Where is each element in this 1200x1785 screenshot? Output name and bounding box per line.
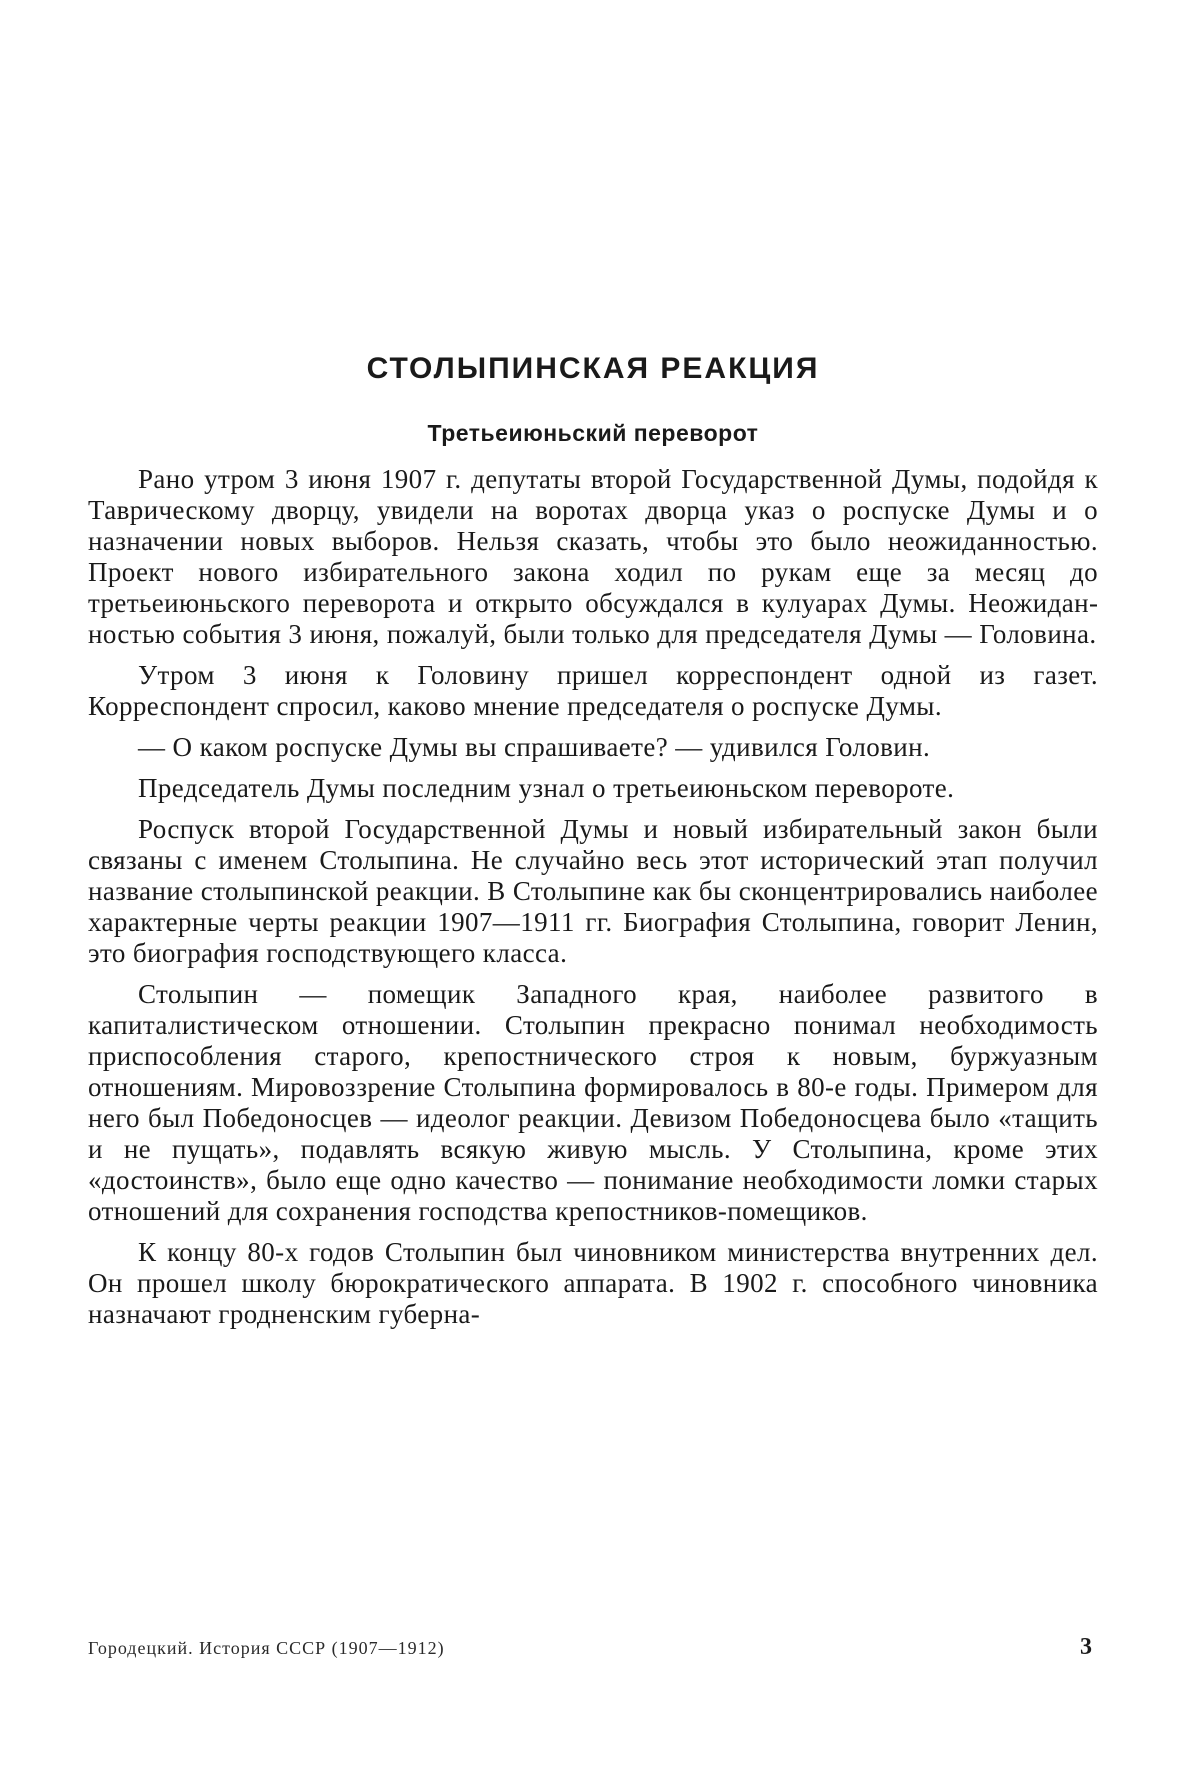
footer-source: Городецкий. История СССР (1907—1912) <box>88 1638 445 1659</box>
page-number: 3 <box>1080 1634 1092 1661</box>
paragraph: Роспуск второй Государственной Думы и новый избиратель­ный закон были связаны с именем Столыпина. Не случайно весь этот исторический этап получил название столыпинской реакции. В Столыпине как бы сконцентрировались наиболее характерные черты реакции 1907—1911 гг. Биография Столыпина, говорит Ленин, это биография господствующего класса. <box>88 814 1098 969</box>
body-text <box>88 464 1098 1340</box>
paragraph: Утром 3 июня к Головину пришел корреспондент одной из газет. Корреспондент спросил, каково мнение председателя о рос­пуске Думы. <box>88 660 1098 722</box>
paragraph: Столыпин — помещик Западного края, наиболее развитого в капиталистическом отношении. Столыпин прекрасно понимал необ­ходимость приспособления старого, крепостнического строя к но­вым, буржуазным отношениям. Мировоззрение Столыпина форми­ровалось в 80-е годы. Примером для него был Победоносцев — идеолог реакции. Девизом Победоносцева было «тащить и не пущать», подавлять всякую живую мысль. У Столыпина, кроме этих «достоинств», было еще одно качество — понимание необхо­димости ломки старых отношений для сохранения господства крепостников-помещиков. <box>88 979 1098 1227</box>
chapter-title: СТОЛЫПИНСКАЯ РЕАКЦИЯ <box>88 352 1098 386</box>
paragraph: Рано утром 3 июня 1907 г. депутаты второй Государственной Думы, подойдя к Таврическому дворцу, увидели на воротах двор­ца указ о роспуске Думы и о назначении новых выборов. Нельзя сказать, чтобы это было неожиданностью. Проект нового избира­тельного закона ходил по рукам еще за месяц до третьеиюньского переворота и открыто обсуждался в кулуарах Думы. Неожидан­ностью события 3 июня, пожалуй, были только для председателя Думы — Головина. <box>88 464 1098 650</box>
section-subtitle: Третьеиюньский переворот <box>88 420 1098 447</box>
paragraph: — О каком роспуске Думы вы спрашиваете? — удивился Го­ловин. <box>88 732 1098 763</box>
paragraph: К концу 80-х годов Столыпин был чиновником министерства внутренних дел. Он прошел школу бюрократического аппарата. В 1902 г. способного чиновника назначают гродненским губерна- <box>88 1237 1098 1330</box>
page-footer <box>88 1634 1098 1664</box>
book-page <box>88 0 1098 1785</box>
paragraph: Председатель Думы последним узнал о третьеиюньском пере­вороте. <box>88 773 1098 804</box>
